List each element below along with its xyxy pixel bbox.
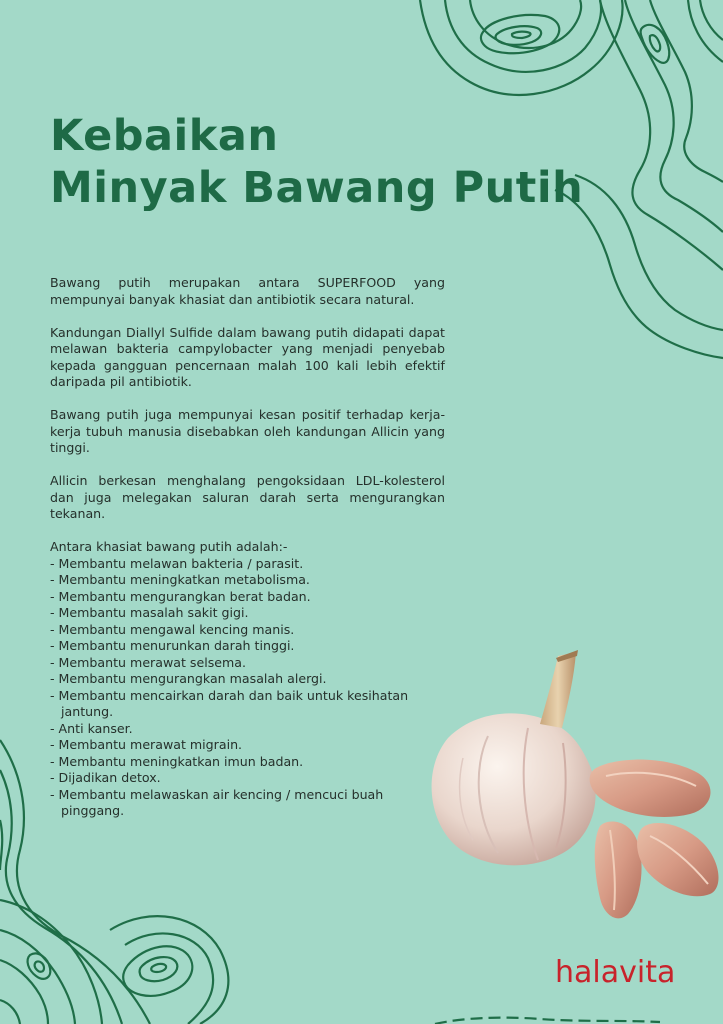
list-item: - Membantu mengurangkan berat badan. [50,588,311,604]
paragraph-intro: Bawang putih merupakan antara SUPERFOOD yang mempunyai banyak khasiat dan antibiotik secara natural. [50,275,445,307]
title-line-1: Kebaikan [50,111,279,161]
benefits-list-intro: Antara khasiat bawang putih adalah:- [50,539,288,554]
list-item: - Membantu merawat selsema. [50,654,247,670]
paragraph-allicin: Bawang putih juga mempunyai kesan positif terhadap kerja-kerja tubuh manusia disebabkan oleh kandungan Allicin yang tinggi. [50,407,445,455]
list-item: - Membantu meningkatkan metabolisma. [50,572,310,587]
garlic-illustration [428,648,723,923]
article-body [50,275,445,820]
garlic-stem [540,652,576,728]
list-item: - Membantu mencairkan darah dan baik untuk kesihatan jantung. [50,687,409,719]
title-line-2: Minyak Bawang Putih [50,163,584,213]
garlic-clove [637,823,718,896]
list-item: - Membantu meningkatkan imun badan. [50,753,304,769]
paragraph-ldl-cholesterol: Allicin berkesan menghalang pengoksidaan LDL-kolesterol dan juga melegakan saluran darah serta mengurangkan tekanan. [50,473,445,521]
list-item: - Membantu mengurangkan masalah alergi. [50,671,327,686]
list-item: - Membantu melawaskan air kencing / mencuci buah pinggang. [50,786,384,818]
list-item: - Membantu melawan bakteria / parasit. [50,555,304,571]
garlic-clove [595,822,642,919]
benefits-list [50,556,445,820]
list-item: - Membantu masalah sakit gigi. [50,605,249,620]
garlic-clove [590,760,711,817]
list-item: - Membantu mengawal kencing manis. [50,621,295,637]
brand-logo: halavita [555,955,676,990]
paragraph-diallyl-sulfide: Kandungan Diallyl Sulfide dalam bawang putih didapati dapat melawan bakteria campylobacter yang menjadi penyebab kepada gangguan pencernaan malah 100 kali lebih efektif daripada pil antibiotik. [50,324,445,389]
list-item: - Anti kanser. [50,720,133,736]
garlic-bulb [432,713,596,865]
list-item: - Membantu menurunkan darah tinggi. [50,638,295,653]
list-item: - Membantu merawat migrain. [50,737,243,752]
list-item: - Dijadikan detox. [50,770,161,785]
page-title [50,110,583,214]
